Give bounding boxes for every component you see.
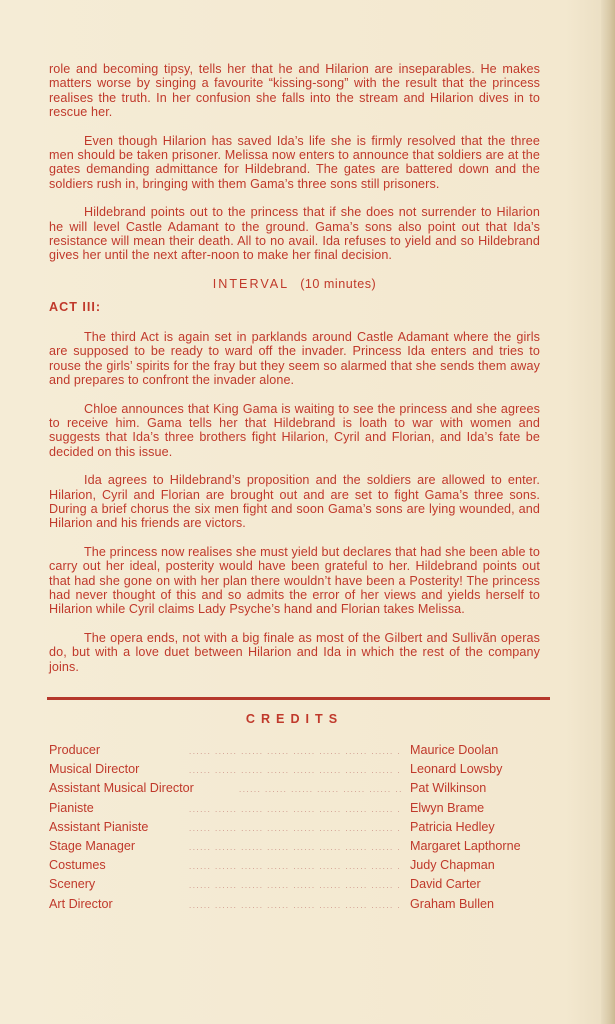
credit-row	[49, 762, 540, 781]
credit-name: Patricia Hedley	[410, 819, 495, 834]
credit-row	[49, 897, 540, 916]
dot-leader	[189, 747, 402, 756]
credit-name: Maurice Doolan	[410, 743, 499, 757]
credit-role: Assistant Musical Director	[49, 781, 194, 796]
interval-label: INTERVAL	[212, 276, 289, 291]
credit-row	[49, 877, 540, 896]
dot-leader	[189, 901, 402, 910]
credit-role: Costumes	[49, 858, 106, 873]
credit-name: Graham Bullen	[410, 896, 494, 911]
dot-leader	[189, 824, 402, 833]
credit-name: Leonard Lowsby	[410, 762, 503, 777]
synopsis-paragraph: Hildebrand points out to the princess that if she does not surrender to Hilarion he will level Castle Adamant to the ground. Gama’s sons also point out that Ida’s resistance will mean their death. All to no avail. Ida refuses to yield and so Hildebrand gives her until the next after-noon to make her final decision.	[49, 205, 540, 263]
credit-role: Producer	[49, 743, 101, 757]
credit-name: Judy Chapman	[410, 858, 495, 873]
dot-leader	[189, 805, 402, 814]
credit-row	[49, 781, 540, 800]
dot-leader	[189, 843, 402, 852]
credit-row	[49, 858, 540, 877]
synopsis-paragraph: The princess now realises she must yield but declares that had she been able to carry out her ideal, posterity would have been grateful to her. Hildebrand points out that had she gone on with her plan there wouldn’t have been a Posterity! The princess had never thought of this and so admits the error of her views and yields herself to Hilarion while Cyril claims Lady Psyche’s hand and Florian takes Melissa.	[49, 544, 540, 617]
credit-row	[49, 801, 540, 820]
credit-role: Stage Manager	[49, 838, 136, 853]
credits-list	[49, 743, 540, 916]
credit-row	[49, 820, 540, 839]
dot-leader	[239, 785, 402, 794]
credit-row	[49, 743, 540, 762]
synopsis-paragraph: The opera ends, not with a big finale as most of the Gilbert and Sullivãn operas do, but with a love duet between Hilarion and Ida in which the rest of the company joins.	[49, 630, 540, 674]
dot-leader	[189, 862, 402, 871]
synopsis-paragraph: Even though Hilarion has saved Ida’s life she is firmly resolved that the three men should be taken prisoner. Melissa now enters to announce that soldiers are at the gates demanding admittance for Hildebrand. The gates are battered down and the soldiers rush in, bringing with them Gama’s three sons still prisoners.	[49, 133, 540, 191]
interval-duration: (10 minutes)	[300, 276, 377, 291]
credits-title: CREDITS	[245, 712, 344, 726]
credit-name: Pat Wilkinson	[410, 781, 487, 796]
section-divider	[47, 697, 550, 700]
credit-row	[49, 839, 540, 858]
credit-role: Musical Director	[49, 762, 140, 777]
page-edge	[601, 0, 615, 1024]
credit-role: Assistant Pianiste	[49, 819, 149, 834]
page-content	[49, 62, 540, 916]
credit-role: Pianiste	[49, 800, 94, 815]
synopsis-paragraph: Ida agrees to Hildebrand’s proposition and the soldiers are allowed to enter. Hilarion, Cyril and Florian are brought out and are set to fight Gama’s three sons. During a brief chorus the six men fight and soon Gama’s sons are lying wounded, and Hilarion and his friends are victors.	[49, 473, 540, 531]
dot-leader	[189, 766, 402, 775]
credit-name: Elwyn Brame	[410, 800, 485, 815]
act-heading: ACT III:	[49, 299, 102, 314]
synopsis-paragraph: role and becoming tipsy, tells her that he and Hilarion are inseparables. He makes matters worse by singing a favourite “kissing-song” with the result that the princess realises the truth. In her confusion she falls into the stream and Hilarion dives in to rescue her.	[49, 62, 540, 120]
credit-name: Margaret Lapthorne	[410, 838, 521, 853]
credit-role: Art Director	[49, 896, 113, 911]
credit-name: David Carter	[410, 877, 481, 892]
interval-heading	[49, 277, 540, 291]
synopsis-paragraph: The third Act is again set in parklands around Castle Adamant where the girls are supposed to be ready to ward off the invader. Princess Ida enters and tries to rouse the girls’ spirits for the fray but they seem so alarmed that she sends them away and prepares to confront the invader alone.	[49, 329, 540, 388]
synopsis-paragraph: Chloe announces that King Gama is waiting to see the princess and she agrees to receive him. Gama tells her that Hildebrand is loath to war with women and suggests that Ida’s three brothers fight Hilarion, Cyril and Florian, and Ida’s fate be decided on this issue.	[49, 401, 540, 459]
dot-leader	[189, 881, 402, 890]
credit-role: Scenery	[49, 877, 96, 892]
